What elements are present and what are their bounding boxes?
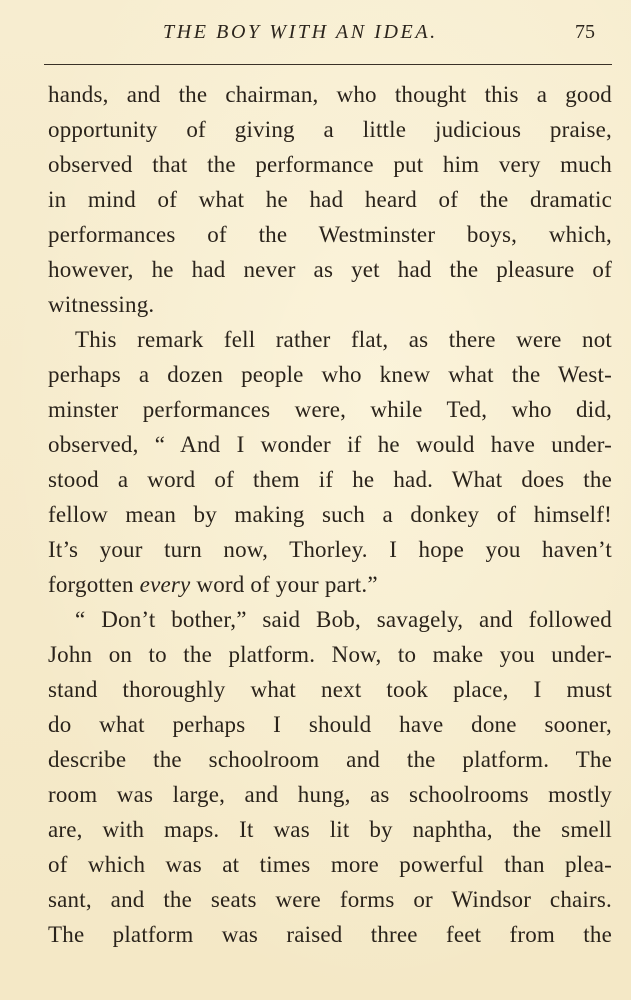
text-line: sant, and the seats were forms or Windsor chairs. <box>48 887 612 912</box>
text-line: perhaps a dozen people who knew what the West- <box>48 362 612 387</box>
text-line: observed, “ And I wonder if he would have under- <box>48 432 612 457</box>
text-line: minster performances were, while Ted, who did, <box>48 397 612 422</box>
paragraph-start-line: This remark fell rather flat, as there were not <box>75 327 612 352</box>
text-line: The platform was raised three feet from the <box>48 922 612 947</box>
text-line: stood a word of them if he had. What does the <box>48 467 612 492</box>
text-line: hands, and the chairman, who thought this a good <box>48 82 612 107</box>
running-title: THE BOY WITH AN IDEA. <box>163 21 438 43</box>
text-line: observed that the performance put him very much <box>48 152 612 177</box>
text-line: It’s your turn now, Thorley. I hope you haven’t <box>48 537 612 562</box>
text-line: however, he had never as yet had the pleasure of <box>48 257 612 282</box>
text-segment: forgotten <box>48 572 140 597</box>
italic-word: every <box>139 572 191 597</box>
text-line: do what perhaps I should have done sooner, <box>48 712 612 737</box>
text-line: fellow mean by making such a donkey of himself! <box>48 502 612 527</box>
text-line: witnessing. <box>48 292 155 317</box>
page-number: 75 <box>575 21 595 43</box>
text-line: opportunity of giving a little judicious praise, <box>48 117 612 142</box>
text-line: stand thoroughly what next took place, I must <box>48 677 612 702</box>
text-line: John on to the platform. Now, to make you under- <box>48 642 612 667</box>
header-rule <box>44 64 612 65</box>
text-line: are, with maps. It was lit by naphtha, the smell <box>48 817 612 842</box>
text-line-with-italic <box>48 567 612 602</box>
paragraph-start-line: “ Don’t bother,” said Bob, savagely, and followed <box>75 607 612 632</box>
body-text <box>48 77 612 952</box>
text-line: of which was at times more powerful than plea- <box>48 852 612 877</box>
text-line: describe the schoolroom and the platform. The <box>48 747 612 772</box>
text-line: room was large, and hung, as schoolrooms mostly <box>48 782 612 807</box>
text-line: in mind of what he had heard of the dramatic <box>48 187 612 212</box>
text-line: performances of the Westminster boys, which, <box>48 222 612 247</box>
text-segment: word of your part.” <box>190 572 378 597</box>
